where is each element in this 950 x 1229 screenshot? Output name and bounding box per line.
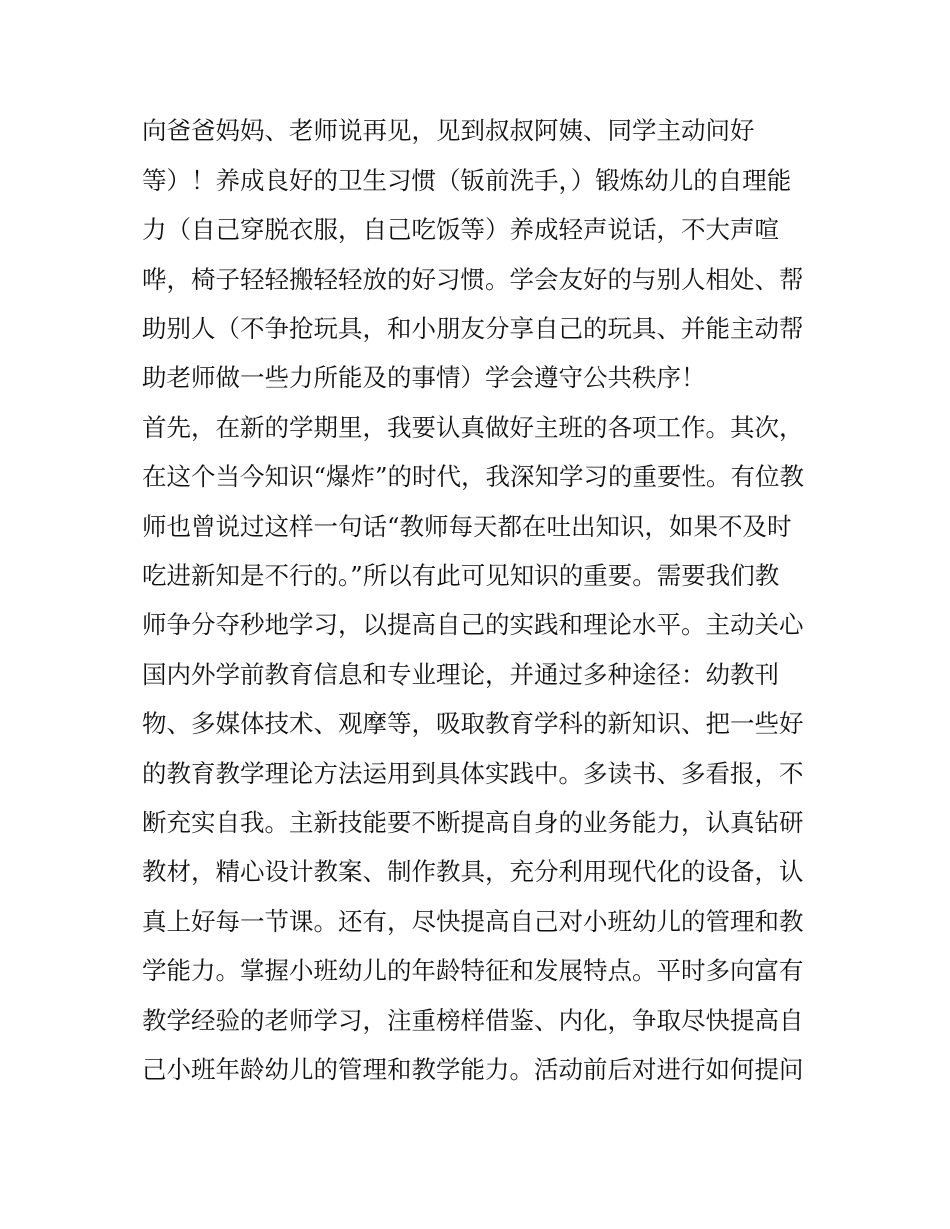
body-text-line: 等）！养成良好的卫生习惯（钣前洗手，）锻炼幼儿的自理能 [142,166,792,195]
body-text-line: 哗，椅子轻轻搬轻轻放的好习惯。学会友好的与别人相处、帮 [142,265,804,294]
body-text-line: 向爸爸妈妈、老师说再见，见到叔叔阿姨、同学主动问好 [142,116,755,145]
body-text-line: 助别人（不争抢玩具，和小朋友分享自己的玩具、并能主动帮 [142,314,804,343]
body-text-line: 师也曾说过这样一句话“教师每天都在吐出知识，如果不及时 [142,512,792,541]
body-text-line: 己小班年龄幼儿的管理和教学能力。活动前后对进行如何提问 [142,1055,804,1084]
body-text-line: 国内外学前教育信息和专业理论，并通过多种途径：幼教刊 [142,660,779,689]
body-text-line: 首先，在新的学期里，我要认真做好主班的各项工作。其次， [142,413,804,442]
body-text-line: 师争分夺秒地学习，以提高自己的实践和理论水平。主动关心 [142,610,804,639]
body-text-line: 力（自己穿脱衣服，自己吃饭等）养成轻声说话，不大声喧 [142,215,779,244]
body-text-line: 的教育教学理论方法运用到具体实践中。多读书、多看报，不 [142,759,804,788]
body-text-line: 真上好每一节课。还有，尽快提高自己对小班幼儿的管理和教 [142,907,804,936]
body-text-line: 教材，精心设计教案、制作教具，充分利用现代化的设备，认 [142,857,804,886]
body-text-line: 断充实自我。主新技能要不断提高自身的业务能力，认真钻研 [142,808,804,837]
body-text-line: 物、多媒体技术、观摩等，吸取教育学科的新知识、把一些好 [142,709,804,738]
body-text-line: 学能力。掌握小班幼儿的年龄特征和发展特点。平时多向富有 [142,956,804,985]
body-text-line: 教学经验的老师学习，注重榜样借鉴、内化，争取尽快提高自 [142,1006,804,1035]
body-text-line: 吃进新知是不行的。”所以有此可见知识的重要。需要我们教 [142,561,780,590]
body-text-line: 助老师做一些力所能及的事情）学会遵守公共秩序！ [142,363,706,392]
body-text-line: 在这个当今知识“爆炸”的时代，我深知学习的重要性。有位教 [142,462,805,491]
